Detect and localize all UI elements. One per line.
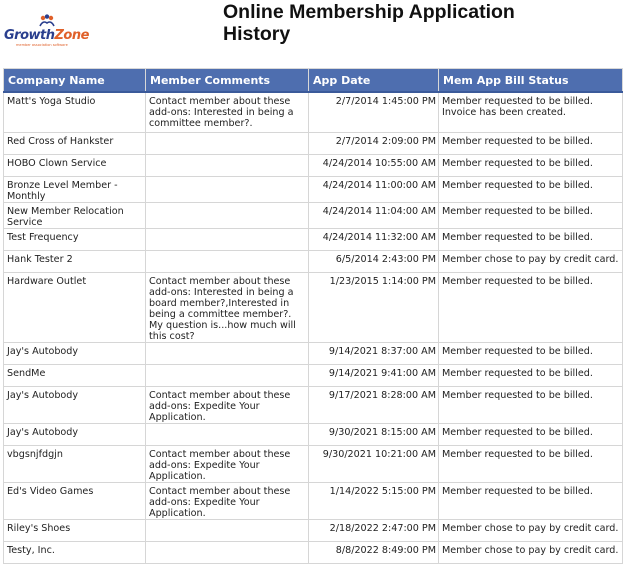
cell-app-date: 1/14/2022 5:15:00 PM xyxy=(309,482,439,519)
cell-member-comments xyxy=(146,250,309,272)
cell-bill-status: Member requested to be billed. xyxy=(439,272,623,342)
column-header-app-date[interactable]: App Date xyxy=(309,69,439,93)
cell-member-comments xyxy=(146,202,309,228)
table-row xyxy=(4,445,623,482)
cell-company-name: Riley's Shoes xyxy=(4,519,146,541)
cell-member-comments xyxy=(146,228,309,250)
cell-member-comments xyxy=(146,423,309,445)
logo-tagline: member association software xyxy=(16,43,68,47)
table-row xyxy=(4,92,623,132)
cell-company-name: HOBO Clown Service xyxy=(4,154,146,176)
cell-member-comments xyxy=(146,176,309,202)
application-history-table xyxy=(3,68,623,564)
cell-app-date: 9/30/2021 8:15:00 AM xyxy=(309,423,439,445)
cell-bill-status: Member requested to be billed. xyxy=(439,423,623,445)
cell-app-date: 9/17/2021 8:28:00 AM xyxy=(309,386,439,423)
table-row xyxy=(4,228,623,250)
table-row xyxy=(4,272,623,342)
cell-member-comments: Contact member about these add-ons: Expedite Your Application. xyxy=(146,386,309,423)
cell-app-date: 9/14/2021 9:41:00 AM xyxy=(309,364,439,386)
cell-company-name: Red Cross of Hankster xyxy=(4,132,146,154)
cell-bill-status: Member requested to be billed. xyxy=(439,154,623,176)
cell-company-name: Hank Tester 2 xyxy=(4,250,146,272)
cell-bill-status: Member requested to be billed. xyxy=(439,445,623,482)
cell-bill-status: Member requested to be billed. xyxy=(439,202,623,228)
cell-app-date: 9/30/2021 10:21:00 AM xyxy=(309,445,439,482)
table-row xyxy=(4,519,623,541)
table-row xyxy=(4,541,623,563)
cell-company-name: SendMe xyxy=(4,364,146,386)
cell-bill-status: Member requested to be billed. xyxy=(439,386,623,423)
cell-member-comments xyxy=(146,154,309,176)
cell-company-name: Matt's Yoga Studio xyxy=(4,92,146,132)
cell-app-date: 4/24/2014 11:32:00 AM xyxy=(309,228,439,250)
cell-app-date: 4/24/2014 11:00:00 AM xyxy=(309,176,439,202)
cell-member-comments xyxy=(146,541,309,563)
table-row xyxy=(4,364,623,386)
cell-bill-status: Member requested to be billed. xyxy=(439,364,623,386)
cell-bill-status: Member requested to be billed. xyxy=(439,132,623,154)
cell-app-date: 2/7/2014 1:45:00 PM xyxy=(309,92,439,132)
cell-app-date: 2/18/2022 2:47:00 PM xyxy=(309,519,439,541)
growthzone-logo xyxy=(4,14,89,50)
cell-member-comments xyxy=(146,342,309,364)
column-header-company[interactable]: Company Name xyxy=(4,69,146,93)
cell-app-date: 2/7/2014 2:09:00 PM xyxy=(309,132,439,154)
table-row xyxy=(4,386,623,423)
cell-member-comments: Contact member about these add-ons: Interested in being a committee member?. xyxy=(146,92,309,132)
cell-app-date: 6/5/2014 2:43:00 PM xyxy=(309,250,439,272)
cell-bill-status: Member chose to pay by credit card. xyxy=(439,519,623,541)
table-header-row xyxy=(4,69,623,93)
cell-bill-status: Member requested to be billed. xyxy=(439,228,623,250)
table-row xyxy=(4,202,623,228)
cell-company-name: New Member Relocation Service xyxy=(4,202,146,228)
cell-company-name: Testy, Inc. xyxy=(4,541,146,563)
page-title: Online Membership Application History xyxy=(223,1,515,45)
cell-company-name: Bronze Level Member - Monthly xyxy=(4,176,146,202)
cell-member-comments: Contact member about these add-ons: Expedite Your Application. xyxy=(146,482,309,519)
cell-company-name: Ed's Video Games xyxy=(4,482,146,519)
table-row xyxy=(4,482,623,519)
cell-member-comments xyxy=(146,364,309,386)
cell-app-date: 4/24/2014 11:04:00 AM xyxy=(309,202,439,228)
cell-member-comments: Contact member about these add-ons: Expedite Your Application. xyxy=(146,445,309,482)
cell-app-date: 1/23/2015 1:14:00 PM xyxy=(309,272,439,342)
cell-member-comments xyxy=(146,132,309,154)
cell-bill-status: Member requested to be billed. xyxy=(439,176,623,202)
table-row xyxy=(4,250,623,272)
cell-company-name: Jay's Autobody xyxy=(4,423,146,445)
cell-member-comments xyxy=(146,519,309,541)
table-row xyxy=(4,154,623,176)
cell-app-date: 9/14/2021 8:37:00 AM xyxy=(309,342,439,364)
cell-app-date: 4/24/2014 10:55:00 AM xyxy=(309,154,439,176)
table-row xyxy=(4,342,623,364)
cell-company-name: Jay's Autobody xyxy=(4,342,146,364)
cell-bill-status: Member chose to pay by credit card. xyxy=(439,541,623,563)
column-header-bill-status[interactable]: Mem App Bill Status xyxy=(439,69,623,93)
cell-company-name: Test Frequency xyxy=(4,228,146,250)
cell-bill-status: Member requested to be billed. Invoice has been created. xyxy=(439,92,623,132)
table-row xyxy=(4,423,623,445)
column-header-comments[interactable]: Member Comments xyxy=(146,69,309,93)
cell-company-name: vbgsnjfdgjn xyxy=(4,445,146,482)
cell-member-comments: Contact member about these add-ons: Interested in being a board member?,Interested in being a committee member?. My question is...how much will this cost? xyxy=(146,272,309,342)
cell-bill-status: Member requested to be billed. xyxy=(439,342,623,364)
cell-bill-status: Member requested to be billed. xyxy=(439,482,623,519)
cell-company-name: Hardware Outlet xyxy=(4,272,146,342)
table-row xyxy=(4,176,623,202)
logo-wordmark: GrowthZone xyxy=(4,28,89,43)
cell-app-date: 8/8/2022 8:49:00 PM xyxy=(309,541,439,563)
cell-company-name: Jay's Autobody xyxy=(4,386,146,423)
table-row xyxy=(4,132,623,154)
cell-bill-status: Member chose to pay by credit card. xyxy=(439,250,623,272)
